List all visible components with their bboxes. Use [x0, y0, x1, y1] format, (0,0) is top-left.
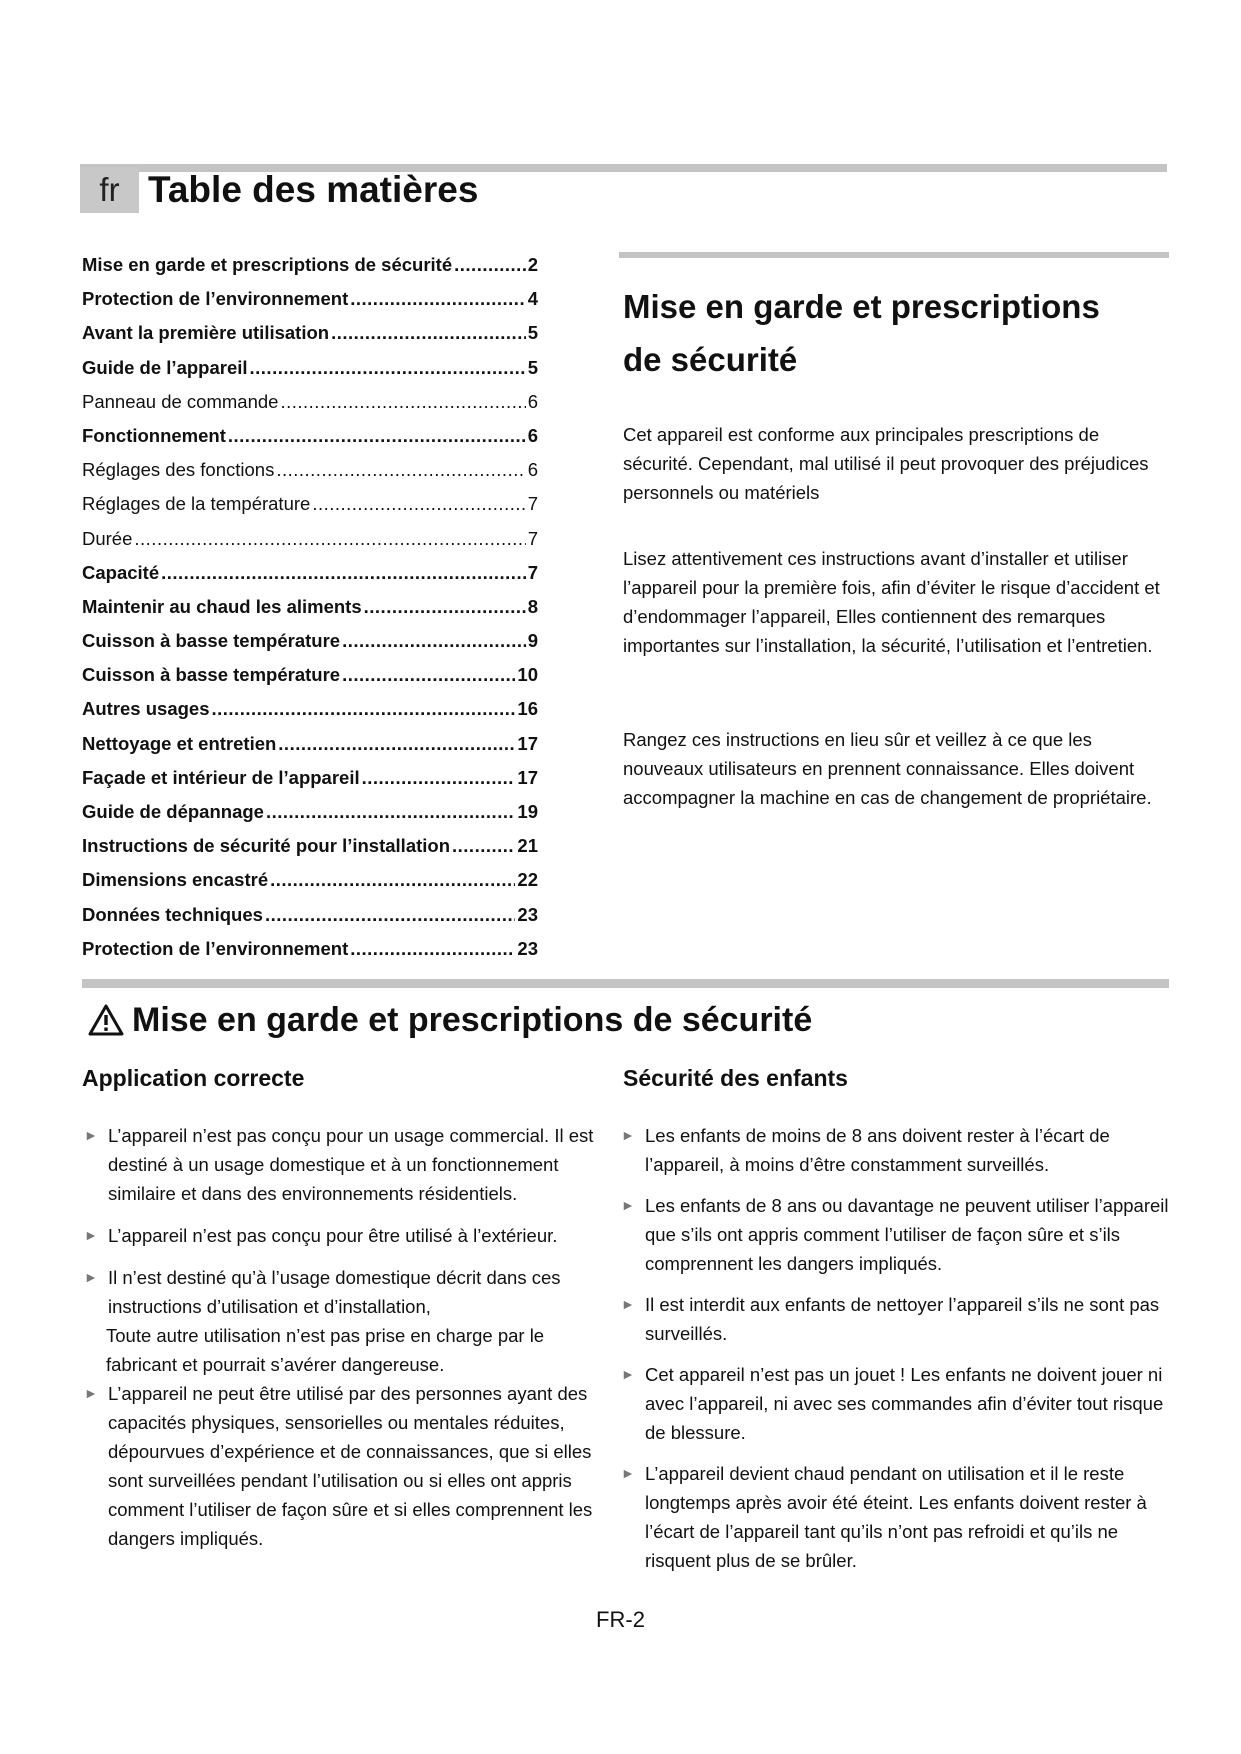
toc-entry[interactable]: Instructions de sécurité pour l’installation ..... 21: [82, 835, 538, 869]
bullet-arrow-icon: ►: [621, 1465, 635, 1481]
bullet-arrow-icon: ►: [84, 1127, 98, 1143]
toc-entry[interactable]: Mise en garde et prescriptions de sécurité ..... 2: [82, 254, 538, 288]
intro-paragraph-1: Cet appareil est conforme aux principales prescriptions de sécurité. Cependant, mal utilisé il peut provoquer des préjudices personnels ou matériels: [623, 424, 1149, 503]
toc-entry[interactable]: Autres usages ..... 16: [82, 698, 538, 732]
toc-entry[interactable]: Durée ..... 7: [82, 528, 538, 562]
bullet-arrow-icon: ►: [621, 1296, 635, 1312]
toc-entry[interactable]: Guide de l’appareil ..... 5: [82, 357, 538, 391]
page-number: FR-2: [596, 1607, 645, 1632]
toc-entry[interactable]: Guide de dépannage ..... 19: [82, 801, 538, 835]
application-heading: Application correcte: [82, 1065, 305, 1091]
toc-entry[interactable]: Panneau de commande ..... 6: [82, 391, 538, 425]
toc-entry[interactable]: Façade et intérieur de l’appareil ..... 17: [82, 767, 538, 801]
toc-entry[interactable]: Avant la première utilisation ..... 5: [82, 322, 538, 356]
list-item: ► Les enfants de 8 ans ou davantage ne peuvent utiliser l’appareil que s’ils ont appris comment l’utiliser de façon sûre et s’ils comprennent les dangers impliqués.: [619, 1191, 1169, 1278]
toc-entry[interactable]: Dimensions encastré ..... 22: [82, 869, 538, 903]
language-tab: fr: [80, 167, 139, 213]
intro-paragraph-2: Lisez attentivement ces instructions avant d’installer et utiliser l’appareil pour la première fois, afin d’éviter le risque d’accident et d’endommager l’appareil, Elles contiennent des remarques importantes sur l’installation, la sécurité, l’utilisation et l’entretien.: [623, 548, 1160, 656]
list-item: ► Il n’est destiné qu’à l’usage domestique décrit dans ces instructions d’utilisation et d’installation, Toute autre utilisation n’est pas prise en charge par le fabricant et pourrait s’avérer dangereuse.: [82, 1263, 612, 1379]
list-item: ► Les enfants de moins de 8 ans doivent rester à l’écart de l’appareil, à moins d’être constamment surveillés.: [619, 1121, 1169, 1179]
toc-entry[interactable]: Fonctionnement ..... 6: [82, 425, 538, 459]
children-heading: Sécurité des enfants: [623, 1065, 848, 1091]
table-of-contents: [82, 254, 538, 972]
list-item: ► L’appareil devient chaud pendant on utilisation et il le reste longtemps après avoir été éteint. Les enfants doivent rester à l’écart de l’appareil tant qu’ils n’ont pas refroidi et qu’ils ne risquent plus de se brûler.: [619, 1459, 1169, 1575]
toc-entry[interactable]: Données techniques ..... 23: [82, 904, 538, 938]
bullet-arrow-icon: ►: [84, 1385, 98, 1401]
list-item: ► Cet appareil n’est pas un jouet ! Les enfants ne doivent jouer ni avec l’appareil, ni avec ses commandes afin d’éviter tout risque de blessure.: [619, 1360, 1169, 1447]
intro-paragraph-3: Rangez ces instructions en lieu sûr et veillez à ce que les nouveaux utilisateurs en prennent connaissance. Elles doivent accompagner la machine en cas de changement de propriétaire.: [623, 729, 1152, 808]
children-list: [619, 1121, 1169, 1575]
toc-entry[interactable]: Cuisson à basse température ..... 10: [82, 664, 538, 698]
toc-entry[interactable]: Réglages de la température ..... 7: [82, 493, 538, 527]
bullet-arrow-icon: ►: [621, 1197, 635, 1213]
toc-entry[interactable]: Réglages des fonctions ..... 6: [82, 459, 538, 493]
bullet-arrow-icon: ►: [84, 1227, 98, 1243]
toc-title: Table des matières: [148, 169, 479, 210]
bullet-arrow-icon: ►: [621, 1127, 635, 1143]
list-item-continuation: Toute autre utilisation n’est pas prise en charge par le fabricant et pourrait s’avérer dangereuse.: [106, 1325, 545, 1375]
toc-entry[interactable]: Capacité ..... 7: [82, 562, 538, 596]
bullet-arrow-icon: ►: [84, 1269, 98, 1285]
toc-entry[interactable]: Protection de l’environnement ..... 23: [82, 938, 538, 972]
warning-triangle-icon: [88, 1004, 124, 1036]
warning-title: [88, 996, 812, 1044]
intro-title: [623, 280, 1183, 386]
toc-entry[interactable]: Maintenir au chaud les aliments ..... 8: [82, 596, 538, 630]
warning-title-text: Mise en garde et prescriptions de sécurité: [132, 1001, 813, 1039]
toc-entry[interactable]: Protection de l’environnement ..... 4: [82, 288, 538, 322]
warning-rule: [82, 979, 1169, 988]
toc-entry[interactable]: Cuisson à basse température ..... 9: [82, 630, 538, 664]
toc-entry[interactable]: Nettoyage et entretien ..... 17: [82, 733, 538, 767]
list-item: ► L’appareil n’est pas conçu pour un usage commercial. Il est destiné à un usage domestique et à un fonctionnement similaire et dans des environnements résidentiels.: [82, 1121, 612, 1208]
application-list: [82, 1121, 612, 1553]
list-item: ► L’appareil n’est pas conçu pour être utilisé à l’extérieur.: [82, 1221, 612, 1250]
list-item: ► L’appareil ne peut être utilisé par des personnes ayant des capacités physiques, sensorielles ou mentales réduites, dépourvues d’expérience et de connaissances, que si elles sont surveillées pendant l’utilisation ou si elles ont appris comment l’utiliser de façon sûre et si elles comprennent les dangers impliqués.: [82, 1379, 612, 1553]
list-item: ► Il est interdit aux enfants de nettoyer l’appareil s’ils ne sont pas surveillés.: [619, 1290, 1169, 1348]
intro-rule: [619, 252, 1169, 258]
bullet-arrow-icon: ►: [621, 1366, 635, 1382]
intro-title-line1: Mise en garde et prescriptions: [623, 288, 1100, 325]
intro-title-line2: de sécurité: [623, 341, 798, 378]
